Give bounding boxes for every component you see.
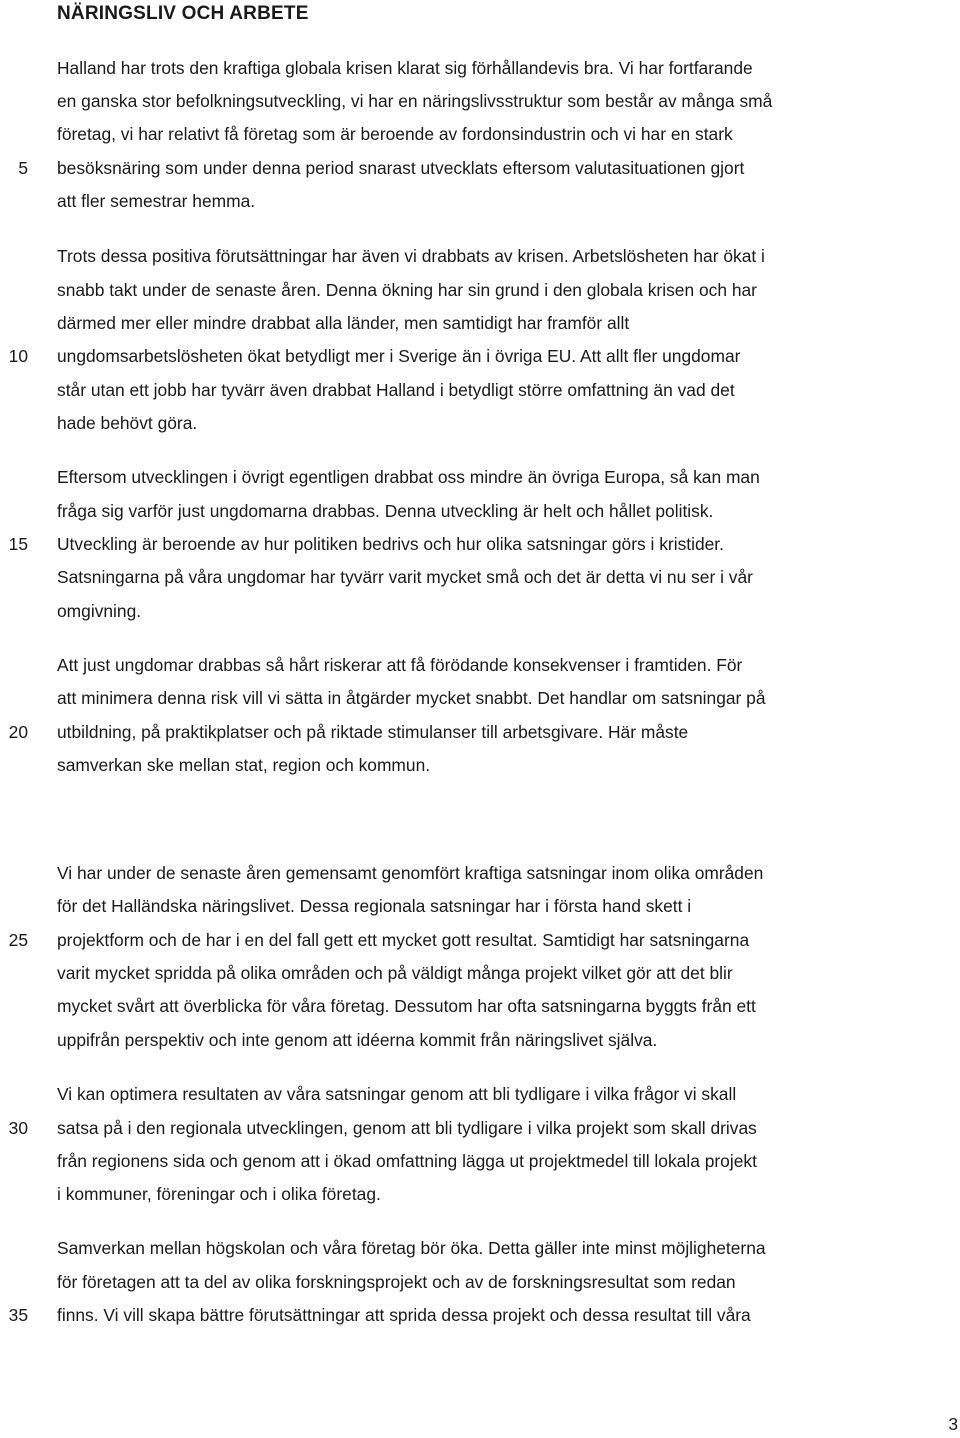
section-heading: NÄRINGSLIV OCH ARBETE (57, 3, 309, 24)
line-number: 25 (8, 930, 28, 950)
line-number: 20 (8, 722, 28, 742)
text-line: därmed mer eller mindre drabbat alla länder, men samtidigt har framför allt (57, 313, 630, 333)
text-line: ungdomsarbetslösheten ökat betydligt mer i Sverige än i övriga EU. Att allt fler ungdomar (57, 346, 741, 366)
text-line: Vi har under de senaste åren gemensamt genomfört kraftiga satsningar inom olika områden (57, 863, 764, 883)
line-number: 15 (8, 534, 28, 554)
text-line: besöksnäring som under denna period snarast utvecklats eftersom valutasituationen gjort (57, 158, 745, 178)
text-line: företag, vi har relativt få företag som är beroende av fordonsindustrin och vi har en stark (57, 124, 733, 144)
text-line: Vi kan optimera resultaten av våra satsningar genom att bli tydligare i vilka frågor vi skall (57, 1084, 737, 1104)
text-line: för företagen att ta del av olika forskningsprojekt och av de forskningsresultat som redan (57, 1272, 736, 1292)
text-line: projektform och de har i en del fall gett ett mycket gott resultat. Samtidigt har satsningarna (57, 930, 750, 950)
text-line: en ganska stor befolkningsutveckling, vi har en näringslivsstruktur som består av många små (57, 91, 773, 111)
line-number: 5 (18, 158, 28, 178)
text-line: varit mycket spridda på olika områden och på väldigt många projekt vilket gör att det blir (57, 963, 733, 983)
text-line: att minimera denna risk vill vi sätta in åtgärder mycket snabbt. Det handlar om satsningar på (57, 688, 766, 708)
text-line: i kommuner, föreningar och i olika företag. (57, 1184, 381, 1204)
text-line: Halland har trots den kraftiga globala krisen klarat sig förhållandevis bra. Vi har fortfarande (57, 58, 753, 78)
text-line: utbildning, på praktikplatser och på riktade stimulanser till arbetsgivare. Här måste (57, 722, 689, 742)
text-line: Eftersom utvecklingen i övrigt egentligen drabbat oss mindre än övriga Europa, så kan man (57, 467, 760, 487)
line-number: 10 (8, 346, 28, 366)
text-line: Satsningarna på våra ungdomar har tyvärr varit mycket små och det är detta vi nu ser i vår (57, 567, 753, 587)
text-line: Trots dessa positiva förutsättningar har även vi drabbats av krisen. Arbetslösheten har ökat i (57, 246, 765, 266)
line-number: 35 (8, 1305, 28, 1325)
text-line: mycket svårt att överblicka för våra företag. Dessutom har ofta satsningarna byggts från ett (57, 996, 756, 1016)
text-line: för det Halländska näringslivet. Dessa regionala satsningar har i första hand skett i (57, 896, 692, 916)
text-line: uppifrån perspektiv och inte genom att idéerna kommit från näringslivet själva. (57, 1030, 658, 1050)
text-line: Att just ungdomar drabbas så hårt riskerar att få förödande konsekvenser i framtiden. För (57, 655, 743, 675)
text-line: från regionens sida och genom att i ökad omfattning lägga ut projektmedel till lokala projekt (57, 1151, 757, 1171)
text-line: hade behövt göra. (57, 413, 198, 433)
text-line: samverkan ske mellan stat, region och kommun. (57, 755, 431, 775)
text-line: snabb takt under de senaste åren. Denna ökning har sin grund i den globala krisen och har (57, 280, 757, 300)
text-line: Samverkan mellan högskolan och våra företag bör öka. Detta gäller inte minst möjligheterna (57, 1238, 766, 1258)
text-line: finns. Vi vill skapa bättre förutsättningar att sprida dessa projekt och dessa resultat till våra (57, 1305, 751, 1325)
text-line: att fler semestrar hemma. (57, 191, 256, 211)
text-line: satsa på i den regionala utvecklingen, genom att bli tydligare i vilka projekt som skall drivas (57, 1118, 757, 1138)
text-line: fråga sig varför just ungdomarna drabbas. Denna utveckling är helt och hållet politisk. (57, 501, 714, 521)
page-number: 3 (948, 1414, 958, 1434)
text-line: omgivning. (57, 601, 142, 621)
text-line: står utan ett jobb har tyvärr även drabbat Halland i betydligt större omfattning än vad det (57, 380, 735, 400)
text-line: Utveckling är beroende av hur politiken bedrivs och hur olika satsningar görs i kristider. (57, 534, 724, 554)
line-number: 30 (8, 1118, 28, 1138)
